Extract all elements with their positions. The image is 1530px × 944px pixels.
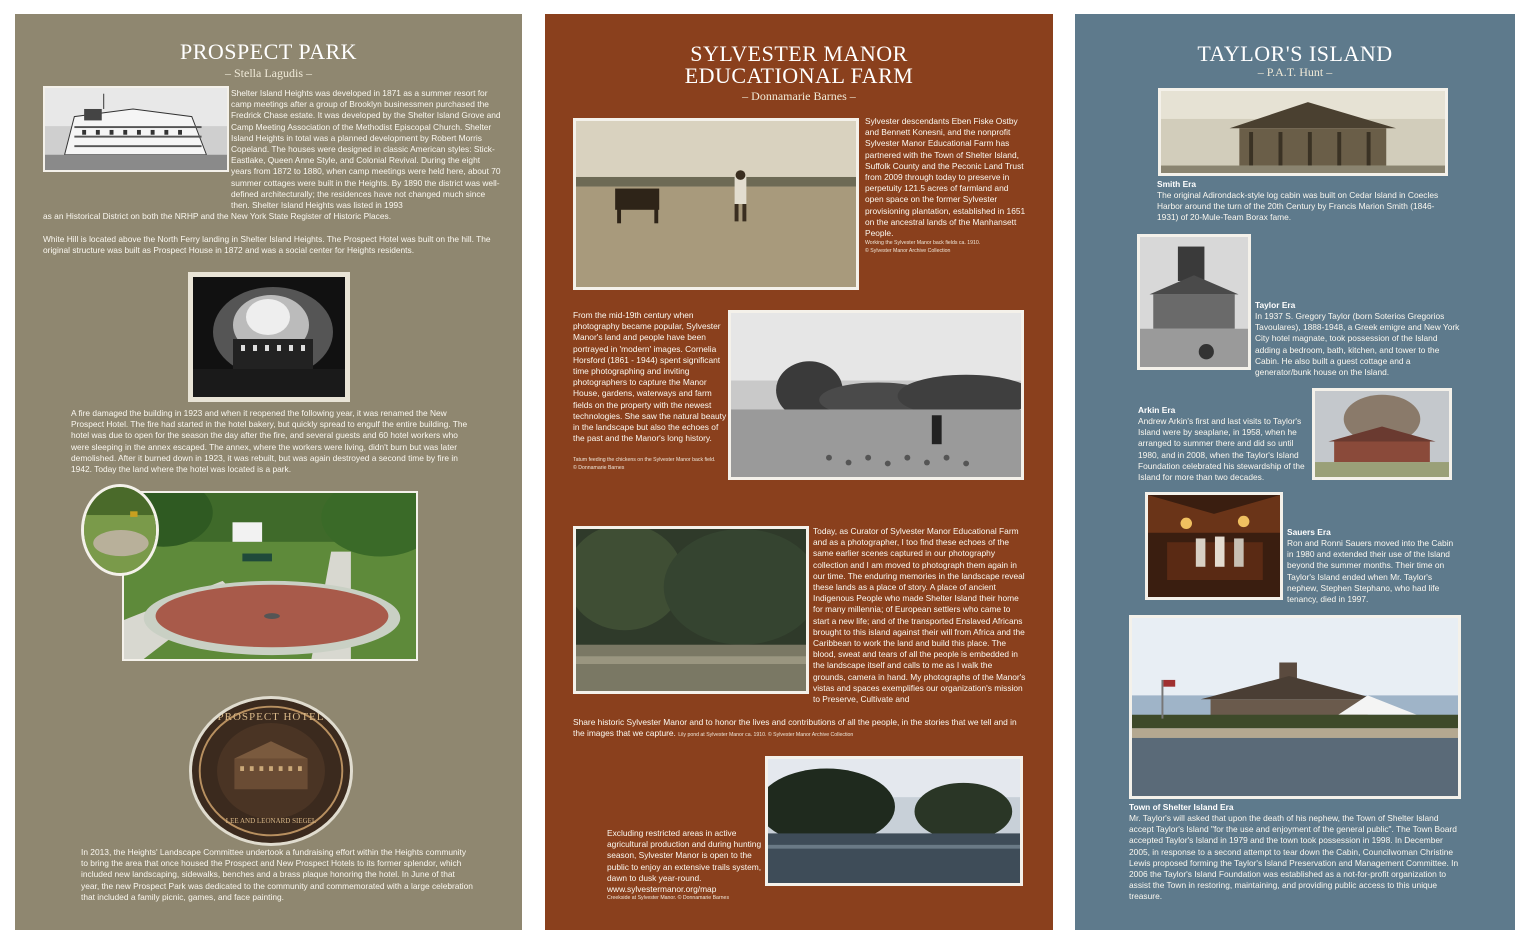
taylor-era-label: Taylor Era (1255, 300, 1296, 310)
photography-paragraph: From the mid-19th century when photography became popular, Sylvester Manor's land and people have been portrayed in 'modern' images. Cornelia Horsford (1861 - 1944) spent significant time photographing and inviting photographers to capture the Manor House, gardens, waterways and farm fields on the property with the newest technologies. She saw the natural beauty in the landscape but also the echoes of the past and the Manor's long history. (573, 310, 727, 444)
chickens-field-photo (728, 310, 1024, 480)
prospect-park-photo (122, 491, 418, 661)
smith-era-text: The original Adirondack-style log cabin was built on Cedar Island in Coecles Harbor around the turn of the 20th Century by Francis Marion Smith (1846-1931) of 20-Mule-Team Borax fame. (1157, 190, 1439, 223)
panel-author: – P.A.T. Hunt – (1257, 65, 1333, 79)
sauers-interior-photo (1145, 492, 1283, 600)
plaque-dedication: LEE AND LEONARD SIEGEL (225, 817, 317, 825)
photo-caption-4: Creekside at Sylvester Manor. © Donnamarie Barnes (607, 895, 730, 901)
panel-title-line2: EDUCATIONAL FARM (684, 63, 914, 88)
taylor-era-text: In 1937 S. Gregory Taylor (born Soterios Gregorios Tavoulares), 1888-1948, a Greek emigre and New York City hotel magnate, took possession of the Island adding a bedroom, bath, kitchen, and tower to the Cabin. He also built a guest cottage and a generator/bunk house on the Island. (1255, 311, 1460, 378)
preservation-paragraph: Sylvester descendants Eben Fiske Ostby and Bennett Konesni, and the nonprofit Sylvester Manor Educational Farm has partnered with the Town of Shelter Island, Suffolk County and the Peconic Land Trust from 2009 through today to preserve in perpetuity 121.5 acres of farmland and open space on the former Sylvester provisioning plantation, established in 1651 on the ancestral lands of the Manhansett People. (865, 116, 1026, 239)
sauers-era-label: Sauers Era (1287, 527, 1331, 537)
arkin-era-text: Andrew Arkin's first and last visits to Taylor's Island were by seaplane, in 1958, when he arranged to summer there and did so until 1980, and in 2008, when the Taylor's Island Foundation celebrated his stewardship of the Island for more than two decades. (1138, 416, 1305, 483)
fire-paragraph: A fire damaged the building in 1923 and when it reopened the following year, it was renamed the New Prospect Hotel. The fire had started in the hotel bakery, but quickly spread to engulf the entire building. The hotel was due to open for the season the day after the fire, and several guests and 60 hotel workers who were sleeping in the annex escaped. The annex, where the workers were living, didn't burn but was later demolished. After it burned down in 1923, it was rebuilt, but was again destroyed a second time by fire in 1942. Today the land where the hotel was located is a park. (71, 408, 468, 475)
intro-paragraph-end: as an Historical District on both the NRHP and the New York State Register of Historic Places. (43, 211, 392, 221)
prospect-hotel-photo (43, 86, 229, 172)
hotel-fire-photo (188, 272, 350, 402)
prospect-hotel-plaque (189, 696, 353, 846)
curator-paragraph-end-text: Share historic Sylvester Manor and to honor the lives and contributions of all the people, in the stories that we tell and in the images that we capture. (573, 717, 1017, 739)
park-paragraph: In 2013, the Heights' Landscape Committee undertook a fundraising effort within the Heights community to bring the area that once housed the Prospect and New Prospect Hotels to its former splendor, which included new landscaping, sidewalks, benches and a brass plaque honoring the hotel. In June of that year, the new Prospect Park was dedicated to the community and commemorated with a large celebration that included a family picnic, games, and face painting. (81, 847, 473, 902)
town-era-label: Town of Shelter Island Era (1129, 802, 1234, 812)
prospect-park-panel (15, 14, 522, 930)
plaque-title: PROSPECT HOTEL (217, 711, 325, 723)
curator-paragraph-end (573, 717, 1027, 739)
intro-paragraph: Shelter Island Heights was developed in 1871 as a summer resort for camp meetings after a group of Brooklyn businessmen purchased the Fredrick Chase estate. It was developed by the Shelter Island Grove and Camp Meeting Association of the Methodist Episcopal Church. Shelter Island Heights in total was a planned development by Robert Morris Copeland. The houses were designed in classic American styles: Stick-Eastlake, Queen Anne Style, and Colonial Revival. During the eight years from 1872 to 1880, when camp meetings were held here, about 70 summer cottages were built in the Heights. By 1890 the district was well-defined architecturally; the residences have not changed much since then. Shelter Island Heights was listed in 1993 (231, 88, 501, 211)
sylvester-manor-panel (545, 14, 1053, 930)
plowing-field-photo (573, 118, 859, 290)
panel-title: PROSPECT PARK (179, 39, 358, 64)
lily-pond-photo (573, 526, 809, 694)
taylors-island-panel (1075, 14, 1515, 930)
taylors-island-photo (1129, 615, 1461, 799)
photo-caption-1: Working the Sylvester Manor back fields ca. 1910. (865, 240, 981, 246)
taylor-cabin-photo (1137, 234, 1251, 370)
map-link[interactable]: www.sylvestermanor.org/map (607, 884, 717, 894)
photo-caption-3: Lily pond at Sylvester Manor ca. 1910. © Sylvester Manor Archive Collection (678, 732, 854, 739)
photo-credit-1: © Sylvester Manor Archive Collection (865, 248, 951, 254)
panel-title: TAYLOR'S ISLAND (1197, 41, 1393, 66)
visiting-paragraph: Excluding restricted areas in active agricultural production and during hunting season, Sylvester Manor is open to the public to enjoy an extensive trails system, dawn to dusk year-round. (607, 828, 762, 883)
panel-title: SYLVESTER MANOR (690, 41, 908, 66)
sauers-era-text: Ron and Ronni Sauers moved into the Cabin in 1980 and extended their use of the Island beyond the summer months. Their time on Taylor's Island ended when Mr. Taylor's nephew, Stephen Stephano, who had life tenancy, died in 1997. (1287, 538, 1454, 605)
creekside-photo (765, 756, 1023, 886)
white-hill-paragraph: White Hill is located above the North Ferry landing in Shelter Island Heights. The Prospect Hotel was built on the hill. The original structure was built as Prospect House in 1872 and was a social center for Heights residents. (43, 234, 491, 256)
panel-author: – Stella Lagudis – (225, 66, 312, 80)
arkin-era-label: Arkin Era (1138, 405, 1176, 415)
photo-credit-2: © Donnamarie Barnes (573, 465, 625, 471)
log-cabin-photo (1158, 88, 1448, 176)
panel-author: – Donnamarie Barnes – (742, 89, 856, 103)
photo-caption-2: Tatum feeding the chickens on the Sylvester Manor back field. (573, 457, 716, 463)
town-era-text: Mr. Taylor's will asked that upon the death of his nephew, the Town of Shelter Island accept Taylor's Island "for the use and enjoyment of the general public". The Town Board accepted Taylor's Island in 1979 and the town took possession in 1998. In December 2005, in response to a second attempt to tear down the Cabin, Councilwoman Christine Lewis proposed forming the Taylor's Island Preservation and Management Committee. In 2006 the Taylor's Island Foundation was established as a not-for-profit organization to assist the Town in restoring, maintaining, and providing public access to this unique treasure. (1129, 813, 1459, 902)
arkin-cabin-photo (1312, 388, 1452, 480)
curator-paragraph: Today, as Curator of Sylvester Manor Educational Farm and as a photographer, I too find these echoes of the same earlier scenes captured in our photography collection and I am moved to photograph them again in our time. The enduring memories in the landscape reveal these lands as a place of story. A place of ancient Indigenous People who made Shelter Island their home for many millennia; of European settlers who came to start a new life; and of the transported Enslaved Africans brought to this island against their will from Africa and the Caribbean to work the land and build this place. The blood, sweat and tears of all the people is embedded in the landscape itself and calls to me as I walk the grounds, camera in hand. My photographs of the Manor's vistas and spaces exemplifies our organization's mission to Preserve, Cultivate and (813, 526, 1026, 705)
park-inset-photo (81, 484, 159, 576)
smith-era-label: Smith Era (1157, 179, 1197, 189)
